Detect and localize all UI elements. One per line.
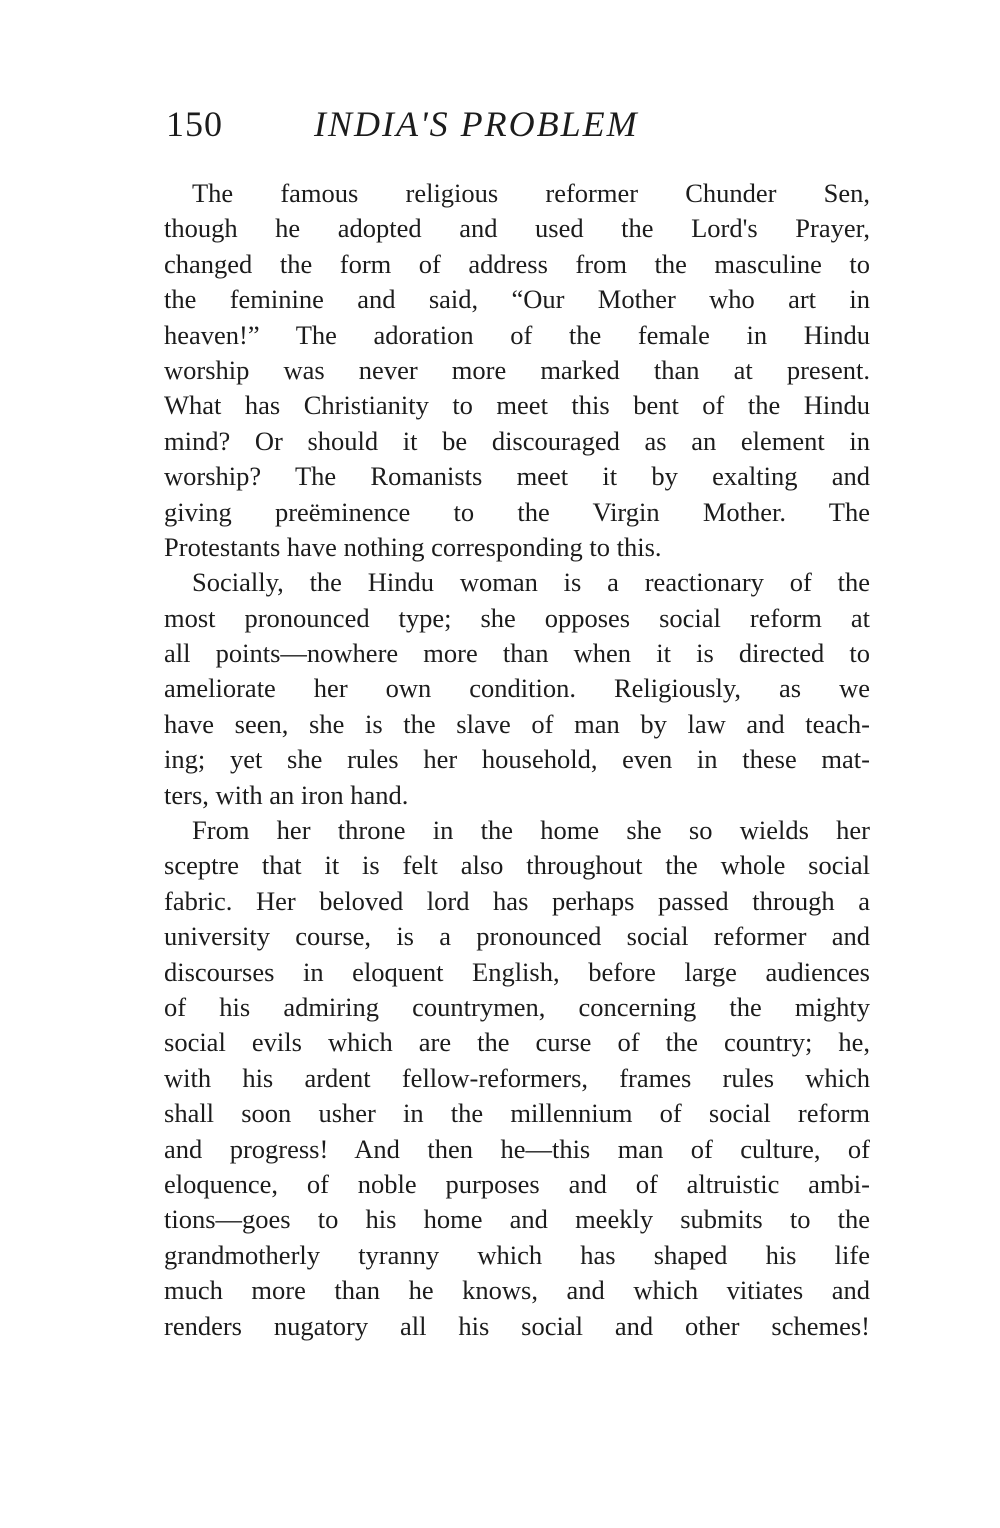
running-head xyxy=(166,96,870,152)
text-line: What has Christianity to meet this bent of the Hindu xyxy=(164,390,870,421)
text-line: eloquence, of noble purposes and of altruistic ambi- xyxy=(164,1168,870,1199)
text-line: changed the form of address from the masculine to xyxy=(164,248,870,279)
paragraph xyxy=(164,813,870,1344)
text-line: ters, with an iron hand. xyxy=(164,779,409,810)
text-line: From her throne in the home she so wields her xyxy=(192,815,870,846)
text-line: much more than he knows, and which vitiates and xyxy=(164,1275,870,1306)
text-line: shall soon usher in the millennium of social reform xyxy=(164,1098,870,1129)
text-line: grandmotherly tyranny which has shaped his life xyxy=(164,1239,870,1270)
text-line: ing; yet she rules her household, even in these mat- xyxy=(164,744,870,775)
text-line: discourses in eloquent English, before large audiences xyxy=(164,956,870,987)
text-line: have seen, she is the slave of man by law and teach- xyxy=(164,708,870,739)
text-line: university course, is a pronounced social reformer and xyxy=(164,921,870,952)
paragraph xyxy=(164,565,870,813)
text-line: heaven!” The adoration of the female in Hindu xyxy=(164,319,870,350)
text-line: The famous religious reformer Chunder Sen, xyxy=(192,178,870,208)
running-title: INDIA'S PROBLEM xyxy=(314,104,639,144)
text-line: of his admiring countrymen, concerning the mighty xyxy=(164,991,870,1022)
text-line: Socially, the Hindu woman is a reactionary of the xyxy=(192,567,870,598)
text-line: sceptre that it is felt also throughout the whole social xyxy=(164,850,870,881)
text-line: most pronounced type; she opposes social reform at xyxy=(164,602,870,633)
body-text xyxy=(164,176,870,1344)
text-line: social evils which are the curse of the country; he, xyxy=(164,1027,870,1058)
text-line: renders nugatory all his social and other schemes! xyxy=(164,1310,870,1341)
text-line: the feminine and said, “Our Mother who art in xyxy=(164,284,870,315)
text-line: and progress! And then he—this man of culture, of xyxy=(164,1133,870,1164)
text-line: all points—nowhere more than when it is directed to xyxy=(164,638,870,669)
paragraph xyxy=(164,176,870,565)
text-line: Protestants have nothing corresponding to this. xyxy=(164,531,662,562)
page-number: 150 xyxy=(166,104,223,144)
text-line: ameliorate her own condition. Religiously, as we xyxy=(164,673,870,704)
text-line: worship was never more marked than at present. xyxy=(164,354,870,385)
text-line: giving preëminence to the Virgin Mother. The xyxy=(164,496,870,527)
text-line: mind? Or should it be discouraged as an element in xyxy=(164,425,870,456)
text-line: with his ardent fellow-reformers, frames rules which xyxy=(164,1062,870,1093)
text-line: though he adopted and used the Lord's Prayer, xyxy=(164,213,870,244)
text-line: fabric. Her beloved lord has perhaps passed through a xyxy=(164,885,870,916)
text-line: worship? The Romanists meet it by exalting and xyxy=(164,461,870,492)
text-line: tions—goes to his home and meekly submits to the xyxy=(164,1204,870,1235)
